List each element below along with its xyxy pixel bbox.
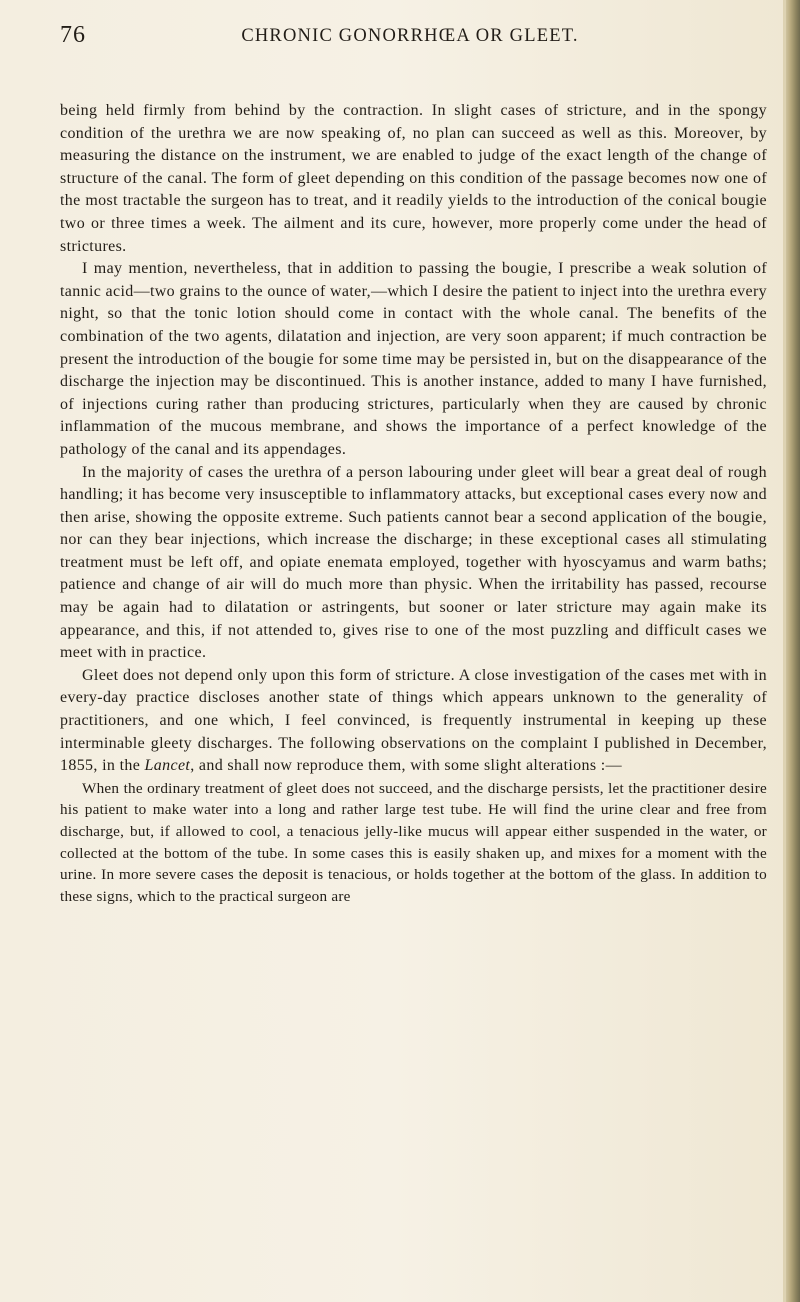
book-binding: [786, 0, 800, 1302]
paragraph-1: being held firmly from behind by the contraction. In slight cases of stricture, and in the spongy condition of the urethra we are now speaking of, no plan can succeed as well as this. Moreover, by measuring the distance on the instrument, we are enabled to judge of the exact length of the change of structure of the canal. The form of gleet depending on this condition of the passage becomes now one of the most tractable the surgeon has to treat, and it readily yields to the introduction of the conical bougie two or three times a week. The ailment and its cure, however, more properly come under the head of strictures.: [60, 102, 767, 255]
body-text: [60, 100, 767, 907]
running-head: [60, 12, 760, 52]
paragraph-4-text-a: Gleet does not depend only upon this form of stricture. A close investigation of the cases met with in every-day practice discloses another state of things which appears unknown to the generality of practitioners, and one which, I feel convinced, is frequently instrumental in keeping up these interminable gleety discharges. The following observations on the complaint I published in December, 1855, in the: [60, 666, 767, 775]
paragraph-4: [60, 665, 767, 778]
paragraph-4-text-b: , and shall now reproduce them, with some slight alterations :—: [190, 757, 622, 775]
quoted-paragraph: When the ordinary treatment of gleet does not succeed, and the discharge persists, let the practitioner desire his patient to make water into a long and rather large test tube. He will find the urine clear and free from discharge, but, if allowed to cool, a tenacious jelly-like mucus will appear either suspended in the water, or collected at the bottom of the tube. In some cases this is easily shaken up, and mixes for a moment with the urine. In more severe cases the deposit is tenacious, or holds together at the bottom of the glass. In addition to these signs, which to the practical surgeon are: [60, 779, 767, 905]
page-number: 76: [60, 22, 86, 48]
paragraph-2: I may mention, nevertheless, that in addition to passing the bougie, I prescribe a weak solution of tannic acid—two grains to the ounce of water,—which I desire the patient to inject into the urethra every night, so that the tonic lotion should come in contact with the whole canal. The benefits of the combination of the two agents, dilatation and injection, are very soon apparent; if much contraction be present the introduction of the bougie for some time may be persisted in, but on the disappearance of the discharge the injection may be discontinued. This is another instance, added to many I have furnished, of injections curing rather than producing strictures, particularly when they are caused by chronic inflammation of the mucous membrane, and shows the importance of a perfect knowledge of the pathology of the canal and its appendages.: [60, 260, 767, 458]
journal-title-lancet: Lancet: [144, 757, 191, 775]
paragraph-3: In the majority of cases the urethra of a person labouring under gleet will bear a great deal of rough handling; it has become very insusceptible to inflammatory attacks, but exceptional cases every now and then arise, showing the opposite extreme. Such patients cannot bear a second application of the bougie, nor can they bear injections, which increase the discharge; in these exceptional cases all stimulating treatment must be left off, and opiate enemata employed, together with hyoscyamus and warm baths; patience and change of air will do much more than physic. When the irritability has passed, recourse may be again had to dilatation or astringents, but sooner or later stricture may again make its appearance, and this, if not attended to, gives rise to one of the most puzzling and difficult cases we meet with in practice.: [60, 463, 767, 662]
running-title: CHRONIC GONORRHŒA OR GLEET.: [241, 26, 579, 46]
